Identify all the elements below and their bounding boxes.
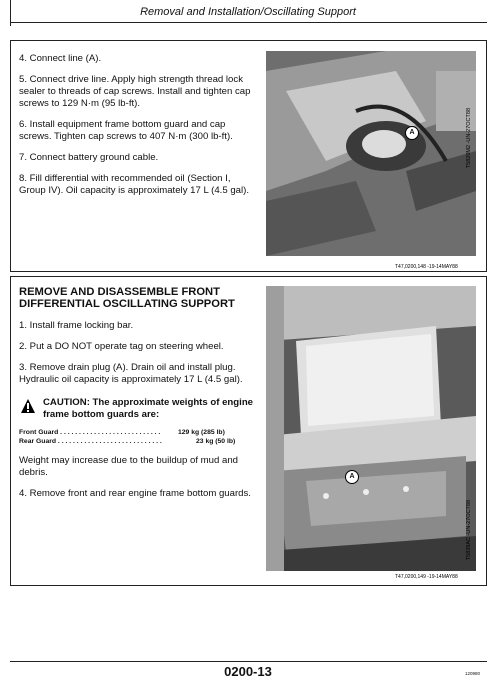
section1-steps xyxy=(19,53,259,197)
section2-title: REMOVE AND DISASSEMBLE FRONT DIFFERENTIAL OSCILLATING SUPPORT xyxy=(19,286,235,310)
step-4-remove: 4. Remove front and rear engine frame bottom guards. xyxy=(19,488,251,499)
footer-code: 120980 xyxy=(465,671,481,676)
step-6: 6. Install equipment frame bottom guard and cap screws. Tighten cap screws to 407 N·m (300 lb-ft). xyxy=(19,119,233,142)
step-3: 3. Remove drain plug (A). Drain oil and install plug. Hydraulic oil capacity is approximately 17 L (4.5 gal). xyxy=(19,362,243,385)
weight-note: Weight may increase due to the buildup of mud and debris. xyxy=(19,455,239,478)
step-2: 2. Put a DO NOT operate tag on steering wheel. xyxy=(19,341,224,352)
callout-a: A xyxy=(405,126,419,140)
weight-value-front: 129 kg (285 lb) xyxy=(178,429,225,436)
photo2-side-code: T5839AC -UN-27OCT88 xyxy=(466,500,472,561)
frame-bottom-photo-art xyxy=(266,286,476,571)
weight-row-front xyxy=(19,429,160,436)
step-8: 8. Fill differential with recommended oil (Section I, Group IV). Oil capacity is approximately 17 L (4.5 gal). xyxy=(19,173,249,196)
callout-a-drain-plug: A xyxy=(345,470,359,484)
frame-bottom-photo xyxy=(266,286,476,571)
header-rule xyxy=(10,22,487,23)
weight-leader: . . . . . . . . . . . . . . . . . . . . . . . . . . . xyxy=(58,429,161,436)
photo1-side-code: T5820M2 -UN-27OCT88 xyxy=(466,108,472,169)
weight-label: Rear Guard xyxy=(19,438,57,445)
footer-rule xyxy=(10,661,487,662)
section2-steps xyxy=(19,320,259,386)
step-5: 5. Connect drive line. Apply high strength thread lock sealer to threads of cap screws. Install and tighten cap screws to 129 N·m (95 lb-ft). xyxy=(19,74,251,109)
drive-line-photo xyxy=(266,51,476,256)
warning-icon xyxy=(21,399,35,413)
step-7: 7. Connect battery ground cable. xyxy=(19,152,159,163)
weight-row-rear xyxy=(19,438,162,445)
page-header-title: Removal and Installation/Oscillating Support xyxy=(140,6,356,18)
caution-text: CAUTION: The approximate weights of engine frame bottom guards are: xyxy=(43,397,254,420)
drive-line-photo-art xyxy=(266,51,476,256)
photo1-ref: T47,0200,148 -19-14MAY88 xyxy=(395,264,458,270)
photo2-ref: T47,0200,149 -19-14MAY88 xyxy=(395,574,458,580)
weight-leader: . . . . . . . . . . . . . . . . . . . . . . . . . . . . xyxy=(56,438,162,445)
page-number: 0200-13 xyxy=(224,664,272,679)
step-4: 4. Connect line (A). xyxy=(19,53,102,64)
weight-value-rear: 23 kg (50 lb) xyxy=(196,438,236,445)
step-1: 1. Install frame locking bar. xyxy=(19,320,134,331)
weight-label: Front Guard xyxy=(19,429,59,436)
